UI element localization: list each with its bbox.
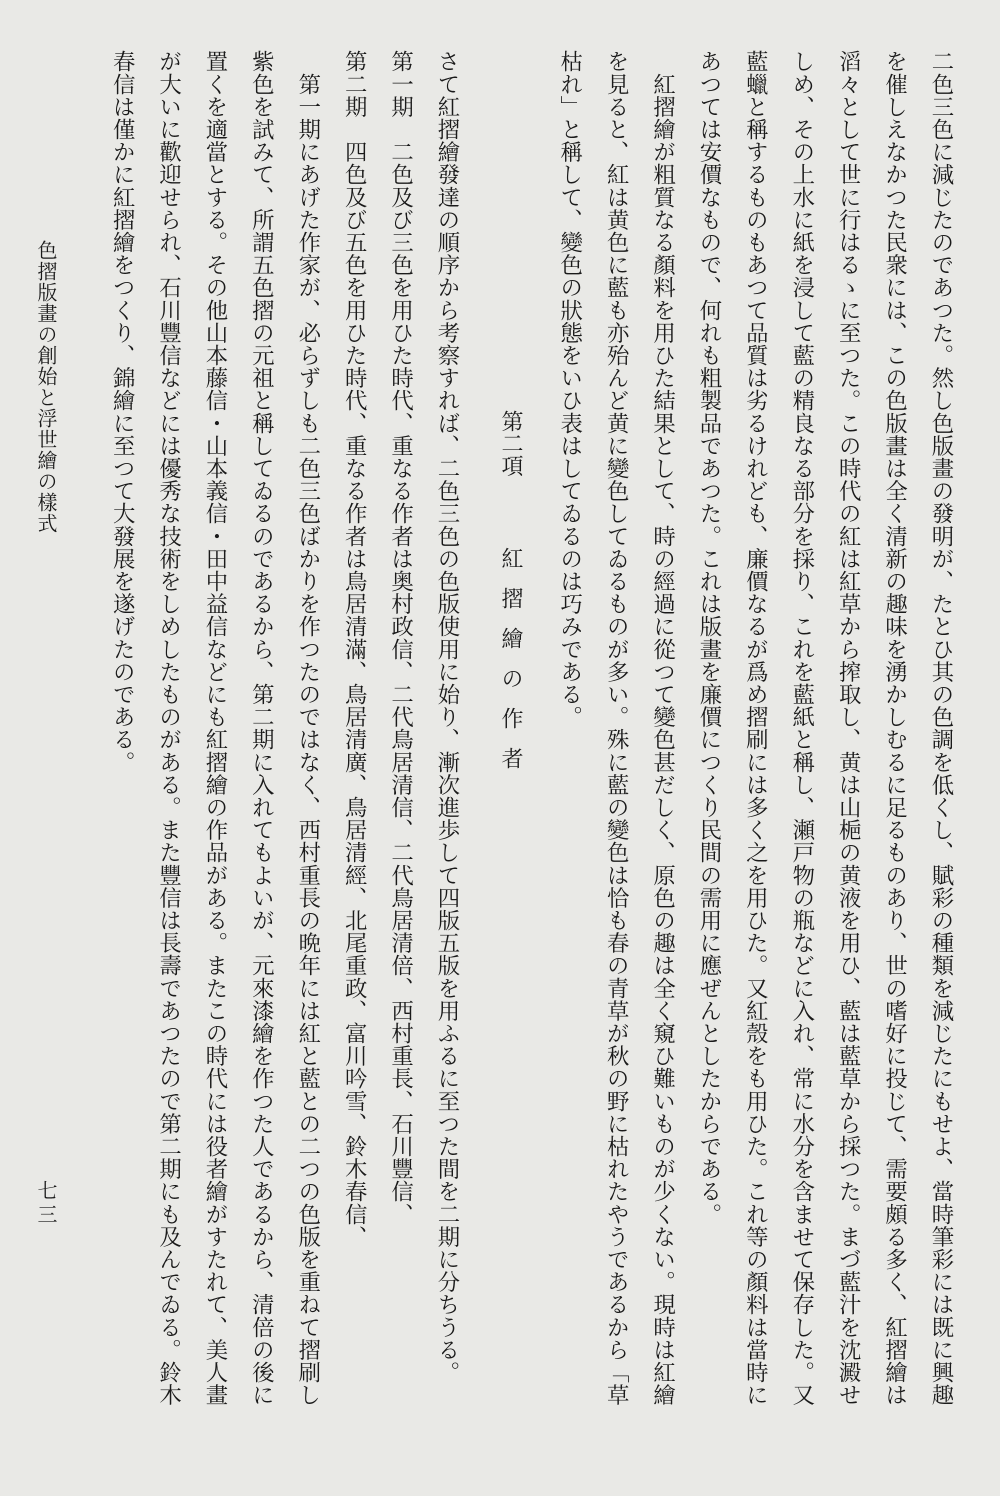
text-line: 置くを適當とする。その他山本藤信・山本義信・田中益信などにも紅摺繪の作品がある。またこの時代には役者繪がすたれて、美人畫 — [201, 50, 228, 1406]
text-line: 紫色を試みて、所謂五色摺の元祖と稱してゐるのであるから、第二期に入れてもよいが、元來漆繪を作つた人であるから、清倍の後に — [248, 50, 275, 1406]
text-line: 春信は僅かに紅摺繪をつくり、錦繪に至つて大發展を遂げたのである。 — [109, 50, 136, 774]
running-head: 色摺版畫の創始と浮世繪の樣式 — [34, 240, 58, 534]
page-number: 七三 — [34, 1180, 58, 1228]
text-line: 滔々として世に行はるゝに至つた。この時代の紅は紅草から搾取し、黄は山梔の黄液を用ひ、藍は藍草から採つた。まづ藍汁を沈澱せ — [835, 50, 862, 1406]
text-line: 二色三色に減じたのであつた。然し色版畫の發明が、たとひ其の色調を低くし、賦彩の種類を減じたにもせよ、當時筆彩には既に興趣 — [928, 50, 954, 1406]
text-line: 第二期 四色及び五色を用ひた時代、重なる作者は鳥居清滿、鳥居清廣、鳥居清經、北尾重政、富川吟雪、鈴木春信、 — [341, 50, 368, 1248]
text-line: 第一期 二色及び三色を用ひた時代、重なる作者は奥村政信、二代鳥居清信、二代鳥居清倍、西村重長、石川豐信、 — [387, 50, 414, 1226]
section-number: 第二項 — [498, 410, 523, 477]
text-line: しめ、その上水に紙を浸して藍の精良なる部分を採り、これを藍紙と稱し、瀬戸物の瓶などに入れ、常に水分を含ませて保存した。又 — [788, 50, 815, 1406]
text-line: を見ると、紅は黄色に藍も亦殆んど黄に變色してゐるものが多い。殊に藍の變色は恰も春の青草が秋の野に枯れたやうであるから「草 — [603, 50, 630, 1406]
section-heading — [490, 410, 530, 788]
text-line: が大いに歡迎せられ、石川豐信などには優秀な技術をしめしたものがある。また豐信は長壽であつたので第二期にも及んでゐる。鈴木 — [155, 50, 182, 1406]
upper-paragraphs — [546, 50, 964, 1450]
text-line: を催しえなかつた民衆には、この色版畫は全く清新の趣味を湧かしむるに足るものあり、世の嗜好に投じて、需要頗る多く、紅摺繪は — [881, 50, 908, 1406]
text-line: 紅摺繪が粗質なる顏料を用ひた結果として、時の經過に從つて變色甚だしく、原色の趣は全く窺ひ難いものが少くない。現時は紅繪 — [649, 50, 676, 1406]
text-line: 第一期にあげた作家が、必らずしも二色三色ばかりを作つたのではなく、西村重長の晩年には紅と藍との二つの色版を重ねて摺刷し — [294, 50, 321, 1406]
text-line: あつては安價なもので、何れも粗製品であつた。これは版畫を廉價につくり民間の需用に應ぜんとしたからである。 — [695, 50, 722, 1226]
text-line: さて紅摺繪發達の順序から考察すれば、二色三色の色版使用に始り、漸次進歩して四版五版を用ふるに至つた間を二期に分ちうる。 — [434, 50, 460, 1384]
section-title: 紅摺繪の作者 — [498, 547, 523, 788]
text-line: 藍蠟と稱するものもあつて品質は劣るけれども、廉價なるが爲め摺刷には多く之を用ひた。又紅殼をも用ひた。これ等の顏料は當時に — [742, 50, 769, 1406]
lower-paragraphs — [99, 50, 470, 1450]
text-line: 枯れ」と稱して、變色の狀態をいひ表はしてゐるのは巧みである。 — [556, 50, 583, 728]
